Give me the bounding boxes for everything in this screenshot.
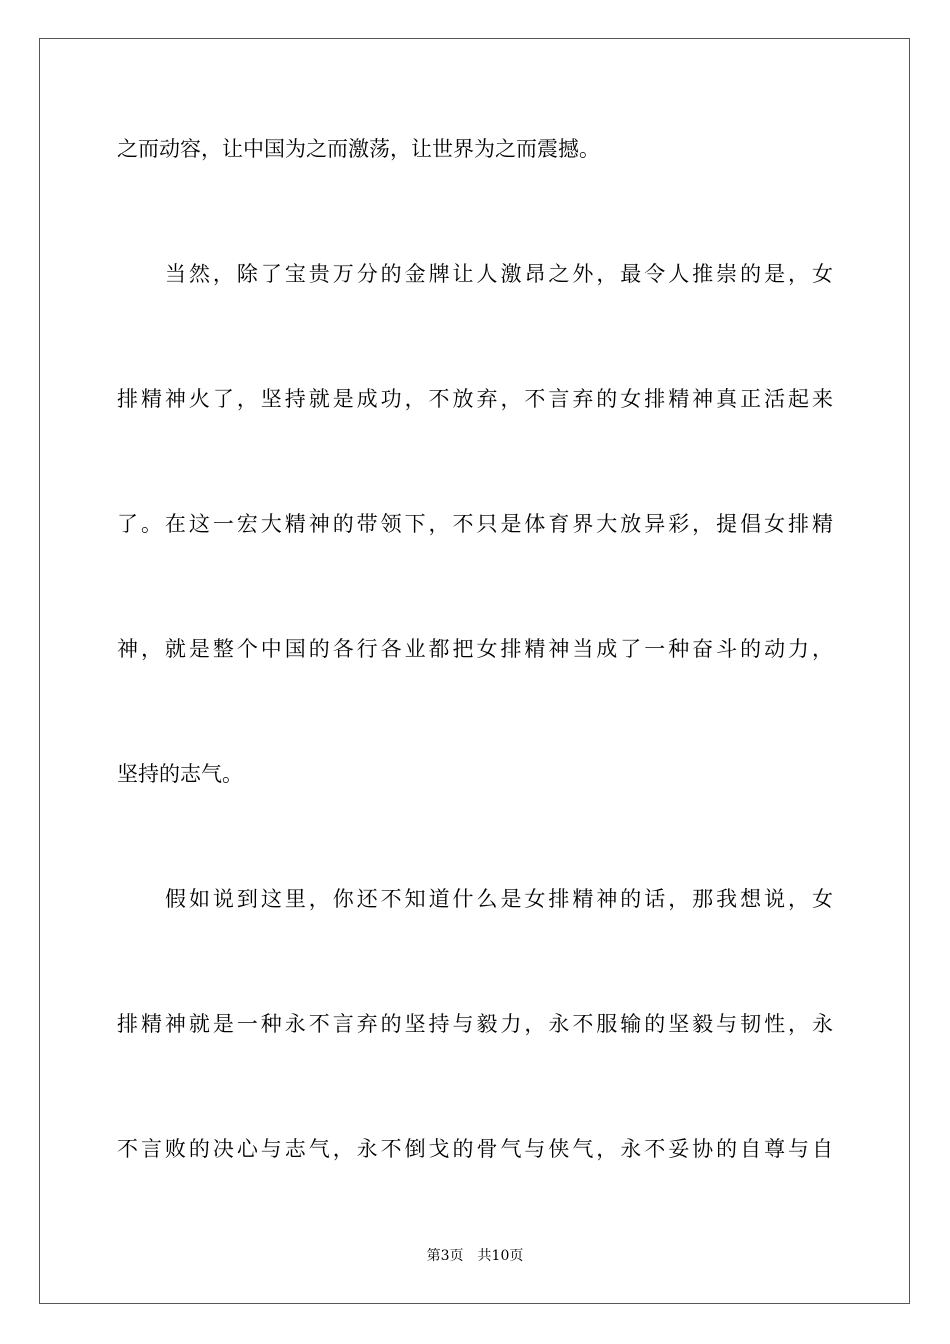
text-line: 当然，除了宝贵万分的金牌让人激昂之外，最令人推崇的是，女 [165,262,833,286]
blank-line [117,192,833,255]
blank-line [117,817,833,880]
blank-line [117,317,833,380]
blank-line [117,692,833,755]
text-line: 神，就是整个中国的各行各业都把女排精神当成了一种奋斗的动力， [117,637,833,661]
document-body [117,129,833,1192]
text-line: 假如说到这里，你还不知道什么是女排精神的话，那我想说，女 [165,887,833,911]
blank-line [117,1067,833,1130]
text-line: 不言败的决心与志气，永不倒戈的骨气与侠气，永不妥协的自尊与自 [117,1137,833,1161]
blank-line [117,442,833,505]
page-number: 第3页 [426,1248,464,1264]
page-footer [0,1246,950,1266]
blank-line [117,942,833,1005]
page-total: 共10页 [477,1248,524,1264]
text-line: 之而动容，让中国为之而激荡，让世界为之而震撼。 [117,137,600,161]
text-line: 排精神就是一种永不言弃的坚持与毅力，永不服输的坚毅与韧性，永 [117,1012,833,1036]
text-line: 了。在这一宏大精神的带领下，不只是体育界大放异彩，提倡女排精 [117,512,833,536]
text-line: 坚持的志气。 [117,762,243,786]
text-line: 排精神火了，坚持就是成功，不放弃，不言弃的女排精神真正活起来 [117,387,833,411]
blank-line [117,567,833,630]
